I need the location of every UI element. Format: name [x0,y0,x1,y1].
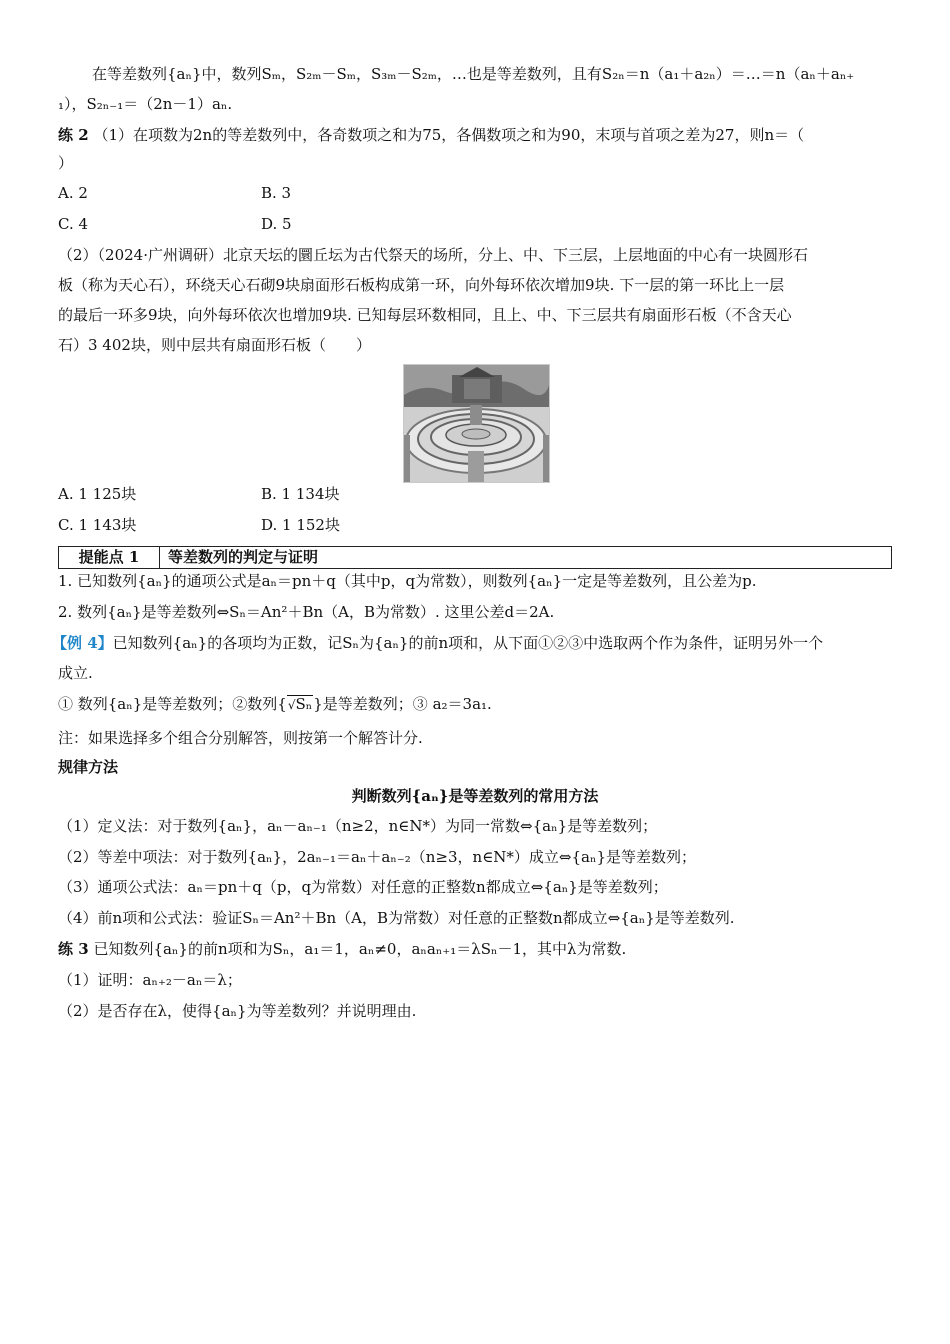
practice-2-label: 练 2 [58,126,89,144]
practice-3-stem [58,939,626,959]
intro-line-2: ₁），S₂ₙ₋₁＝（2n－1）aₙ. [58,95,233,113]
method-title: 判断数列{aₙ}是等差数列的常用方法 [351,787,599,805]
method-heading: 规律方法 [58,758,119,776]
temple-of-heaven-photo [403,364,550,483]
method-3: （3）通项公式法：aₙ＝pn＋q（p，q为常数）对任意的正整数n都成立⇔{aₙ}是等差数列； [58,878,668,896]
practice-2-q1-line-1 [58,125,804,145]
method-1: （1）定义法：对于数列{aₙ}，aₙ－aₙ₋₁（n≥2，n∈N*）为同一常数⇔{aₙ}是等差数列； [58,817,658,835]
q2-option-c: C. 1 143块 [58,516,137,534]
example-4-label: 【例 4】 [52,634,113,652]
point-1: 1. 已知数列{aₙ}的通项公式是aₙ＝pn＋q（其中p，q为常数），则数列{aₙ}一定是等差数列，且公差为p. [58,572,757,590]
conditions-part-a: ① 数列{aₙ}是等差数列；②数列{ [58,695,287,713]
example-4-note: 注：如果选择多个组合分别解答，则按第一个解答计分. [58,729,423,747]
circular-mound-altar-illustration [404,365,549,482]
practice-2-q2-line-3: 的最后一环多9块，向外每环依次也增加9块. 已知每层环数相同，且上、中、下三层共有扇面形石板（不含天心 [58,306,792,324]
method-2: （2）等差中项法：对于数列{aₙ}，2aₙ₋₁＝aₙ＋aₙ₋₂（n≥3，n∈N*）成立⇔{aₙ}是等差数列； [58,848,697,866]
practice-2-q2-line-1: （2）（2024·广州调研）北京天坛的圜丘坛为古代祭天的场所，分上、中、下三层，上层地面的中心有一块圆形石 [58,246,808,264]
q1-option-a: A. 2 [58,184,88,202]
practice-2-q2-line-2: 板（称为天心石），环绕天心石砌9块扇面形石板构成第一环，向外每环依次增加9块. 下一层的第一环比上一层 [58,276,785,294]
practice-3-q2: （2）是否存在λ，使得{aₙ}为等差数列？并说明理由. [58,1002,417,1020]
practice-3-q1: （1）证明：aₙ₊₂－aₙ＝λ； [58,971,242,989]
practice-2-q1-text: （1）在项数为2n的等差数列中，各奇数项之和为75，各偶数项之和为90，末项与首项之差为27，则n＝（ [93,126,805,144]
q2-option-a: A. 1 125块 [58,485,137,503]
method-4: （4）前n项和公式法：验证Sₙ＝An²＋Bn（A，B为常数）对任意的正整数n都成立⇔{aₙ}是等差数列. [58,909,735,927]
example-4-line-2: 成立. [58,664,93,682]
example-4-line-1 [52,633,823,653]
example-4-text: 已知数列{aₙ}的各项均为正数，记Sₙ为{aₙ}的前n项和，从下面①②③中选取两个作为条件，证明另外一个 [112,634,824,652]
practice-2-q2-line-4: 石）3 402块，则中层共有扇面形石板（ ） [58,336,371,354]
q1-option-c: C. 4 [58,215,89,233]
sqrt-sign-icon: √ [287,698,296,712]
q1-option-b: B. 3 [261,184,292,202]
practice-2-q1-line-2: ） [58,154,74,172]
sqrt-sn [287,695,313,713]
skill-point-title: 等差数列的判定与证明 [168,548,319,566]
intro-line-1: 在等差数列{aₙ}中，数列Sₘ，S₂ₘ－Sₘ，S₃ₘ－S₂ₘ，…也是等差数列，且有S₂ₙ＝n（a₁＋a₂ₙ）＝…＝n（aₙ＋aₙ₊ [92,65,855,83]
q1-option-d: D. 5 [261,215,292,233]
point-2: 2. 数列{aₙ}是等差数列⇔Sₙ＝An²＋Bn（A，B为常数）. 这里公差d＝2A. [58,603,555,621]
practice-3-text: 已知数列{aₙ}的前n项和为Sₙ，a₁＝1，aₙ≠0，aₙaₙ₊₁＝λSₙ－1，其中λ为常数. [93,940,627,958]
q2-option-b: B. 1 134块 [261,485,340,503]
example-4-conditions [58,694,492,714]
practice-3-label: 练 3 [58,940,89,958]
sqrt-radicand: Sₙ [295,695,313,713]
conditions-part-b: }是等差数列；③ a₂＝3a₁. [313,695,492,713]
skill-point-header [58,546,892,569]
skill-point-label: 提能点 1 [59,547,160,568]
q2-option-d: D. 1 152块 [261,516,340,534]
